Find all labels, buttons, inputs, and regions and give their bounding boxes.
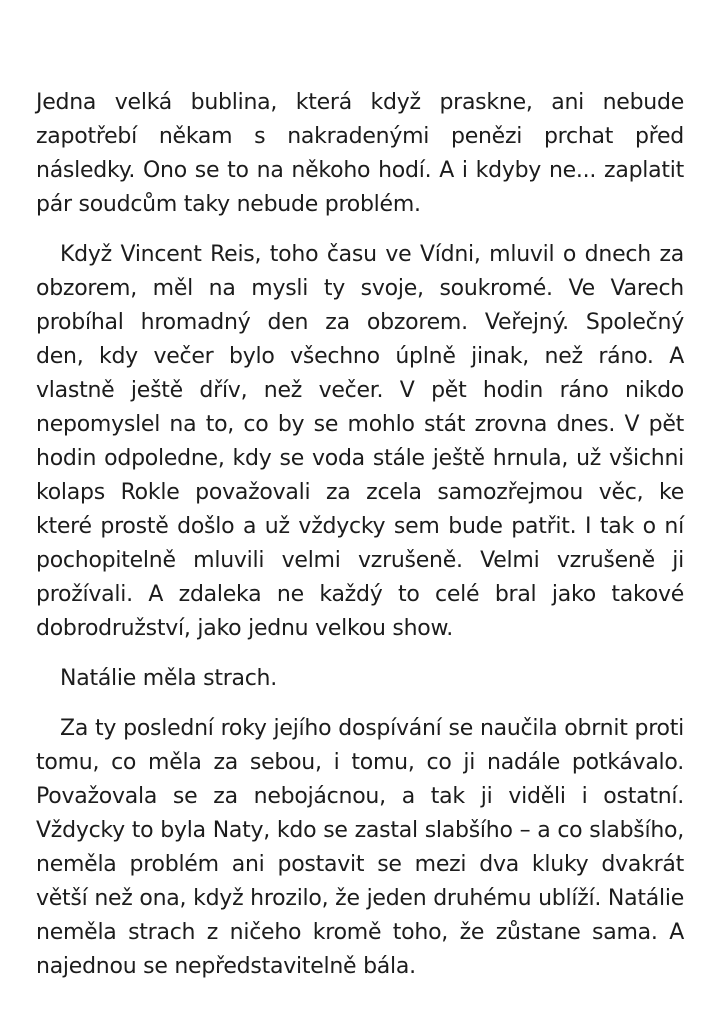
text-line: Za ty poslední roky jejího dospívání se naučila obrnit proti (60, 716, 684, 741)
text-line: dobrodružství, jako jednu velkou show. (36, 616, 453, 641)
text-line: prožívali. A zdaleka ne každý to celé bral jako takové (36, 582, 684, 607)
text-line: tomu, co měla za sebou, i tomu, co ji nadále potkávalo. (36, 750, 684, 775)
text-line: hodin odpoledne, kdy se voda stále ještě hrnula, už všichni (36, 446, 684, 471)
paragraph-1 (36, 86, 684, 222)
document-page (36, 86, 684, 1000)
text-line: neměla strach z ničeho kromě toho, že zůstane sama. A (36, 920, 684, 945)
text-line: Jedna velká bublina, která když praskne, ani nebude (36, 90, 684, 115)
text-line: najednou se nepředstavitelně bála. (36, 954, 416, 979)
text-line: vlastně ještě dřív, než večer. V pět hodin ráno nikdo (36, 378, 684, 403)
text-line: které prostě došlo a už vždycky sem bude patřit. I tak o ní (36, 514, 684, 539)
text-line: den, kdy večer bylo všechno úplně jinak, než ráno. A (36, 344, 684, 369)
text-line: neměla problém ani postavit se mezi dva kluky dvakrát (36, 852, 684, 877)
text-line: Když Vincent Reis, toho času ve Vídni, mluvil o dnech za (60, 242, 684, 267)
text-line: nepomyslel na to, co by se mohlo stát zrovna dnes. V pět (36, 412, 684, 437)
paragraph-4 (36, 712, 684, 984)
text-line: obzorem, měl na mysli ty svoje, soukromé. Ve Varech (36, 276, 684, 301)
text-line: zapotřebí někam s nakradenými penězi prchat před (36, 124, 684, 149)
text-line: probíhal hromadný den za obzorem. Veřejný. Společný (36, 310, 684, 335)
text-line: Vždycky to byla Naty, kdo se zastal slabšího – a co slabšího, (36, 818, 684, 843)
paragraph-2 (36, 238, 684, 646)
text-line: následky. Ono se to na někoho hodí. A i kdyby ne... zaplatit (36, 158, 684, 183)
text-line: Natálie měla strach. (60, 666, 277, 691)
text-line: pochopitelně mluvili velmi vzrušeně. Velmi vzrušeně ji (36, 548, 684, 573)
paragraph-3 (36, 662, 684, 696)
text-line: pár soudcům taky nebude problém. (36, 192, 421, 217)
text-line: Považovala se za nebojácnou, a tak ji viděli i ostatní. (36, 784, 684, 809)
text-line: větší než ona, když hrozilo, že jeden druhému ublíží. Natálie (36, 886, 684, 911)
text-line: kolaps Rokle považovali za zcela samozřejmou věc, ke (36, 480, 684, 505)
